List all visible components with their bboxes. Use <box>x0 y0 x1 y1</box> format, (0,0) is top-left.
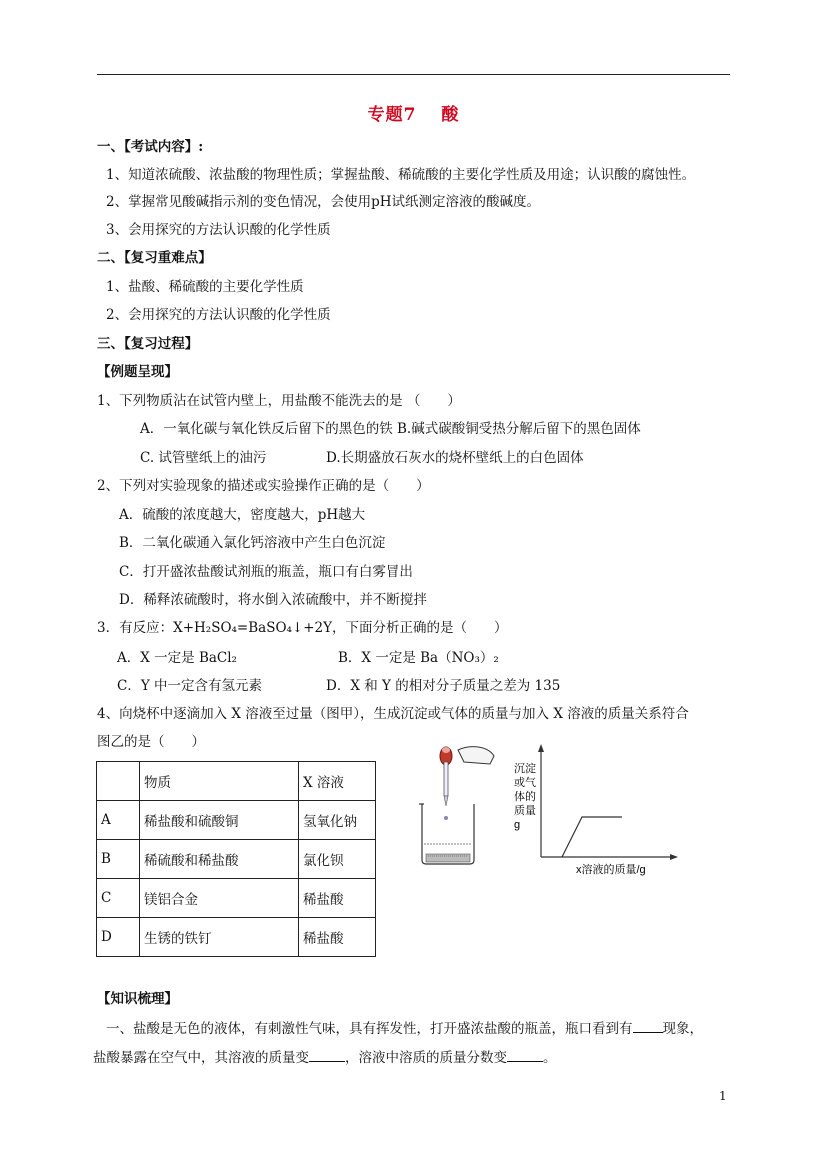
option-b: B.碱式碳酸铜受热分解后留下的黑色固体 <box>397 421 641 437</box>
answer-blank[interactable] <box>309 1061 345 1062</box>
table-cell: B <box>97 840 140 879</box>
question-2: 2、下列对实验现象的描述或实验操作正确的是（ ） <box>97 478 430 494</box>
text-span: ，溶液中溶质的质量分数变 <box>345 1050 507 1066</box>
option-c: C．Y 中一定含有氢元素 <box>117 678 263 694</box>
table-header-row <box>97 762 376 801</box>
y-axis-label: 质量 <box>514 805 536 817</box>
text-line: 1、盐酸、稀硫酸的主要化学性质 <box>106 279 304 295</box>
table-cell: 稀盐酸和硫酸铜 <box>140 801 299 840</box>
beaker-illustration <box>419 804 474 864</box>
table-cell: A <box>97 801 140 840</box>
table-cell <box>97 762 140 801</box>
y-axis-label: g <box>514 819 521 831</box>
page-number: 1 <box>719 1089 727 1103</box>
option-b: B．X 一定是 Ba（NO₃）₂ <box>338 650 499 666</box>
question-4-cont: 图乙的是（ ） <box>97 734 205 750</box>
table-row <box>97 879 376 918</box>
mass-graph <box>514 744 678 876</box>
text-line: 2、掌握常见酸碱指示剂的变色情况，会使用pH试纸测定溶液的酸碱度。 <box>106 194 541 210</box>
question-3: 3．有反应：X+H₂SO₄=BaSO₄↓+2Y，下面分析正确的是（ ） <box>97 620 508 636</box>
x-axis-label: x溶液的质量/g <box>576 864 646 876</box>
table-cell: X 溶液 <box>299 762 376 801</box>
y-axis-label: 或气 <box>514 777 536 789</box>
section-heading: 【知识梳理】 <box>97 991 178 1007</box>
table-cell: 氢氧化钠 <box>299 801 376 840</box>
dropper-illustration <box>440 747 494 820</box>
table-cell: 生锈的铁钉 <box>140 918 299 957</box>
y-axis-label: 沉淀 <box>514 763 536 775</box>
table-row <box>97 840 376 879</box>
table-cell: 镁铝合金 <box>140 879 299 918</box>
table-cell: 稀盐酸 <box>299 918 376 957</box>
text-span: 盐酸暴露在空气中，其溶液的质量变 <box>93 1050 309 1066</box>
answer-blank[interactable] <box>507 1061 543 1062</box>
page-title: 专题7 酸 <box>367 105 460 125</box>
section-heading: 二、【复习重难点】 <box>97 250 212 266</box>
option-d: D．稀释浓硫酸时，将水倒入浓硫酸中，并不断搅拌 <box>119 592 427 608</box>
section-heading: 一、【考试内容】: <box>97 139 204 155</box>
y-axis-label: 体的 <box>514 791 536 803</box>
question-4: 4、向烧杯中逐滴加入 X 溶液至过量（图甲），生成沉淀或气体的质量与加入 X 溶液的质量关系符合 <box>97 706 689 722</box>
text-span: 现象， <box>662 1021 703 1037</box>
table-cell: 氯化钡 <box>299 840 376 879</box>
question-1: 1、下列物质沾在试管内壁上，用盐酸不能洗去的是 （ ） <box>97 393 461 409</box>
table-cell: 物质 <box>140 762 299 801</box>
section-heading: 【例题呈现】 <box>97 364 178 380</box>
answer-blank[interactable] <box>633 1032 663 1033</box>
header-rule <box>97 74 730 75</box>
text-span: 一、盐酸是无色的液体，有刺激性气味，具有挥发性，打开盛浓盐酸的瓶盖，瓶口看到有 <box>106 1021 633 1037</box>
option-c: C．打开盛浓盐酸试剂瓶的瓶盖，瓶口有白雾冒出 <box>119 564 413 580</box>
text-line: 2、会用探究的方法认识酸的化学性质 <box>106 307 331 323</box>
table-cell: D <box>97 918 140 957</box>
section-heading: 三、【复习过程】 <box>97 336 199 352</box>
text-line <box>106 1020 703 1038</box>
table-row <box>97 918 376 957</box>
substance-table <box>96 761 376 957</box>
option-b: B．二氧化碳通入氯化钙溶液中产生白色沉淀 <box>119 535 386 551</box>
table-cell: 稀盐酸 <box>299 879 376 918</box>
table-row <box>97 801 376 840</box>
table-cell: 稀硫酸和稀盐酸 <box>140 840 299 879</box>
text-line: 3、会用探究的方法认识酸的化学性质 <box>106 222 331 238</box>
option-a: A．X 一定是 BaCl₂ <box>117 650 237 666</box>
option-d: D．X 和 Y 的相对分子质量之差为 135 <box>326 678 561 694</box>
experiment-figure <box>410 742 680 882</box>
text-line: 1、知道浓硫酸、浓盐酸的物理性质；掌握盐酸、稀硫酸的主要化学性质及用途；认识酸的腐蚀性。 <box>106 167 696 183</box>
table-cell: C <box>97 879 140 918</box>
option-d: D.长期盛放石灰水的烧杯壁纸上的白色固体 <box>326 450 584 466</box>
option-a: A．一氧化碳与氧化铁反后留下的黑色的铁 <box>140 421 393 437</box>
text-span: 。 <box>543 1050 557 1066</box>
option-c: C. 试管壁纸上的油污 <box>140 450 267 466</box>
text-line <box>93 1049 557 1067</box>
option-a: A．硫酸的浓度越大，密度越大，pH越大 <box>119 507 366 523</box>
